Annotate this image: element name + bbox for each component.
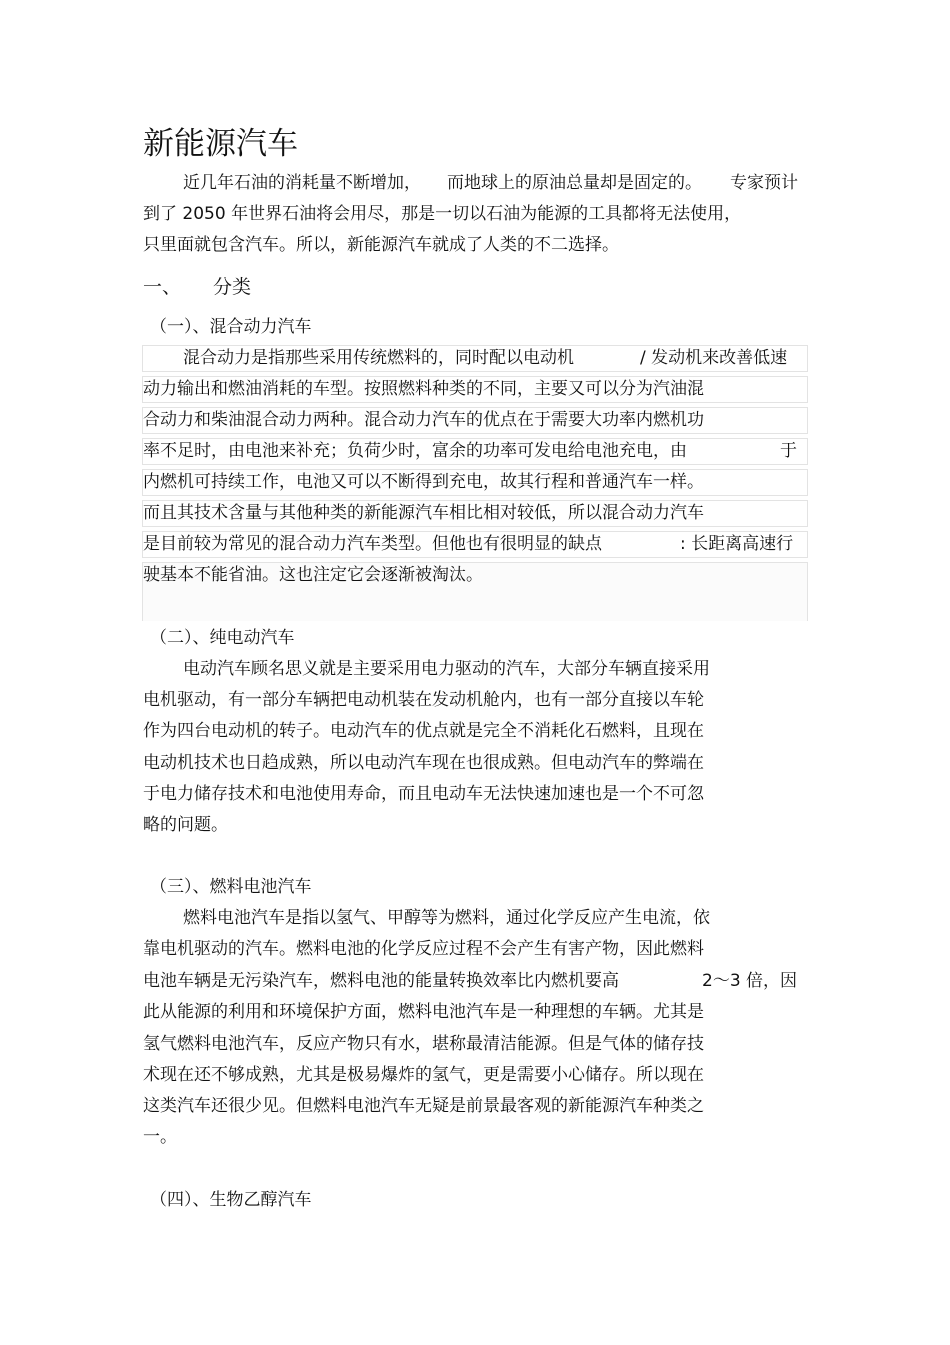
text-line: 氢气燃料电池汽车，反应产物只有水，堪称最清洁能源。但是气体的储存技 xyxy=(143,1034,704,1054)
text-line: : 长距离高速行 xyxy=(680,534,794,554)
section-label: 分类 xyxy=(213,276,252,298)
text-line: 略的问题。 xyxy=(143,815,228,835)
text-line: 专家预计 xyxy=(730,173,798,193)
text-line: 混合动力是指那些采用传统燃料的，同时配以电动机 xyxy=(183,348,574,368)
subsection-heading-fuelcell: （三）、燃料电池汽车 xyxy=(150,877,312,897)
text-line: 一。 xyxy=(143,1127,177,1147)
text-line: 到了 2050 年世界石油将会用尽，那是一切以石油为能源的工具都将无法使用， xyxy=(143,204,742,224)
subsection-heading-hybrid: （一）、混合动力汽车 xyxy=(150,317,312,337)
text-line: 作为四台电动机的转子。电动汽车的优点就是完全不消耗化石燃料，且现在 xyxy=(143,721,704,741)
text-line: 于 xyxy=(780,441,797,461)
text-line: 只里面就包含汽车。所以，新能源汽车就成了人类的不二选择。 xyxy=(143,235,619,255)
text-line: 是目前较为常见的混合动力汽车类型。但他也有很明显的缺点 xyxy=(143,534,602,554)
text-line: 电机驱动，有一部分车辆把电动机装在发动机舱内，也有一部分直接以车轮 xyxy=(143,690,704,710)
text-line: 动力输出和燃油消耗的车型。按照燃料种类的不同，主要又可以分为汽油混 xyxy=(143,379,704,399)
subsection-heading-ethanol: （四）、生物乙醇汽车 xyxy=(150,1190,312,1210)
text-line: 而地球上的原油总量却是固定的。 xyxy=(447,173,702,193)
text-line: 而且其技术含量与其他种类的新能源汽车相比相对较低，所以混合动力汽车 xyxy=(143,503,704,523)
text-line: / 发动机来改善低速 xyxy=(640,348,788,368)
text-line: 这类汽车还很少见。但燃料电池汽车无疑是前景最客观的新能源汽车种类之 xyxy=(143,1096,704,1116)
text-line: 术现在还不够成熟，尤其是极易爆炸的氢气，更是需要小心储存。所以现在 xyxy=(143,1065,704,1085)
text-line: 2～3 倍，因 xyxy=(702,971,798,991)
text-line: 靠电机驱动的汽车。燃料电池的化学反应过程不会产生有害产物，因此燃料 xyxy=(143,939,704,959)
text-line: 此从能源的利用和环境保护方面，燃料电池汽车是一种理想的车辆。尤其是 xyxy=(143,1002,704,1022)
text-line: 近几年石油的消耗量不断增加， xyxy=(183,173,421,193)
text-line: 驶基本不能省油。这也注定它会逐渐被淘汰。 xyxy=(143,565,483,585)
text-line: 率不足时，由电池来补充；负荷少时，富余的功率可发电给电池充电，由 xyxy=(143,441,687,461)
text-line: 电动机技术也日趋成熟，所以电动汽车现在也很成熟。但电动汽车的弊端在 xyxy=(143,753,704,773)
text-line: 燃料电池汽车是指以氢气、甲醇等为燃料，通过化学反应产生电流，依 xyxy=(183,908,710,928)
section-number: 一、 xyxy=(143,276,182,298)
text-line: 电动汽车顾名思义就是主要采用电力驱动的汽车，大部分车辆直接采用 xyxy=(183,659,710,679)
page-title: 新能源汽车 xyxy=(143,126,298,162)
text-line: 内燃机可持续工作，电池又可以不断得到充电，故其行程和普通汽车一样。 xyxy=(143,472,704,492)
text-line: 电池车辆是无污染汽车，燃料电池的能量转换效率比内燃机要高 xyxy=(143,971,619,991)
text-line: 于电力储存技术和电池使用寿命，而且电动车无法快速加速也是一个不可忽 xyxy=(143,784,704,804)
text-line: 合动力和柴油混合动力两种。混合动力汽车的优点在于需要大功率内燃机功 xyxy=(143,410,704,430)
subsection-heading-electric: （二）、纯电动汽车 xyxy=(150,628,295,648)
